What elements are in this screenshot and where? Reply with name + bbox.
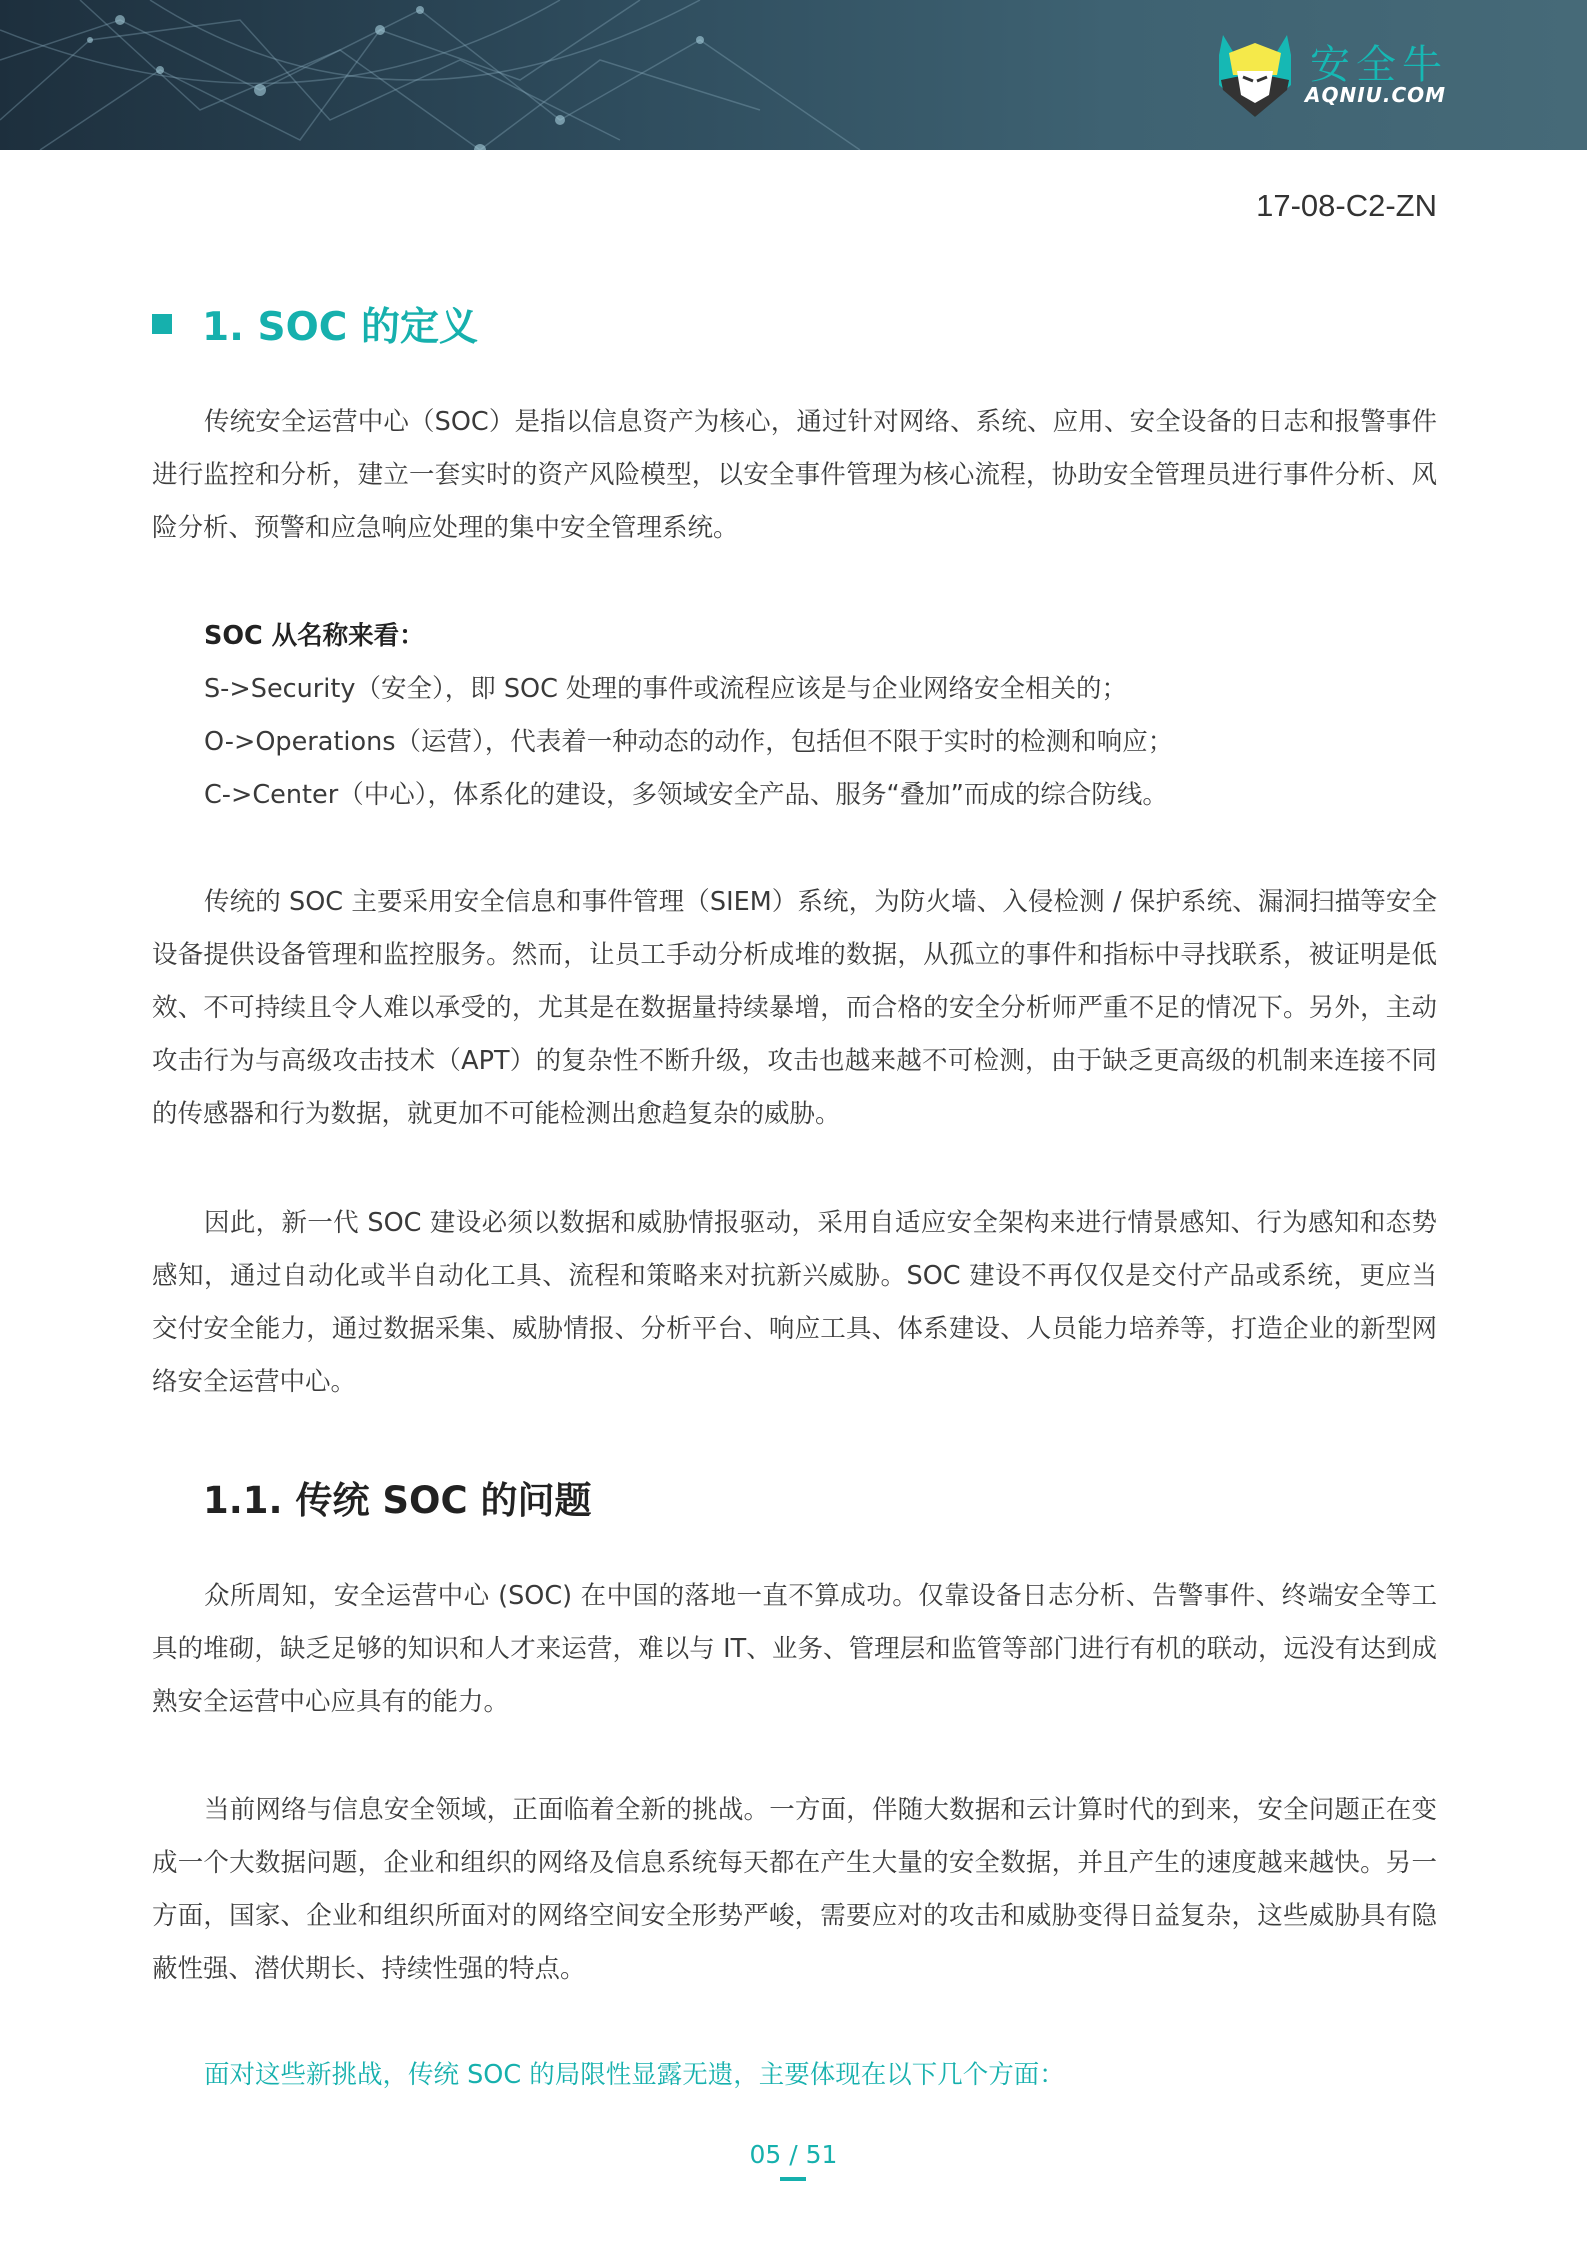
document-code: 17-08-C2-ZN [1256,188,1437,223]
paragraph: 传统的 SOC 主要采用安全信息和事件管理（SIEM）系统，为防火墙、入侵检测 / 保护系统、漏洞扫描等安全设备提供设备管理和监控服务。然而，让员工手动分析成堆的数据，从孤立的事件和指标中寻找联系，被证明是低效、不可持续且令人难以承受的，尤其是在数据量持续暴增，而合格的安全分析师严重不足的情况下。另外，主动攻击行为与高级攻击技术（APT）的复杂性不断升级，攻击也越来越不可检测，由于缺乏更高级的机制来连接不同的传感器和行为数据，就更加不可能检测出愈趋复杂的威胁。 [152,887,1437,1129]
paragraph: 传统安全运营中心（SOC）是指以信息资产为核心，通过针对网络、系统、应用、安全设备的日志和报警事件进行监控和分析，建立一套实时的资产风险模型，以安全事件管理为核心流程，协助安全管理员进行事件分析、风险分析、预警和应急响应处理的集中安全管理系统。 [152,407,1437,543]
paragraph: 因此，新一代 SOC 建设必须以数据和威胁情报驱动，采用自适应安全架构来进行情景感知、行为感知和态势感知，通过自动化或半自动化工具、流程和策略来对抗新兴威胁。SOC 建设不再仅仅是交付产品或系统，更应当交付安全能力，通过数据采集、威胁情报、分析平台、响应工具、体系建设、人员能力培养等，打造企业的新型网络安全运营中心。 [152,1208,1437,1397]
section-heading [152,296,478,352]
highlight-paragraph: 面对这些新挑战，传统 SOC 的局限性显露无遗，主要体现在以下几个方面： [204,2060,1065,2090]
subsection-title: 1.1. 传统 SOC 的问题 [203,1479,592,1522]
section-title: 1. SOC 的定义 [202,305,478,350]
aqniu-logo [1215,25,1455,125]
page-number: 05 / 51 [749,2140,838,2169]
list-item: C->Center（中心），体系化的建设，多领域安全产品、服务“叠加”而成的综合防线。 [204,780,1168,810]
name-heading: SOC 从名称来看： [204,621,425,651]
paragraph: 众所周知，安全运营中心 (SOC) 在中国的落地一直不算成功。仅靠设备日志分析、告警事件、终端安全等工具的堆砌，缺乏足够的知识和人才来运营，难以与 IT、业务、管理层和监管等部门进行有机的联动，远没有达到成熟安全运营中心应具有的能力。 [152,1581,1437,1717]
list-item: S->Security（安全），即 SOC 处理的事件或流程应该是与企业网络安全相关的； [204,674,1127,704]
logo-en-text: AQNIU.COM [1305,83,1447,107]
page-number-underline [780,2177,806,2181]
logo-cn-text: 安全牛 [1310,42,1448,88]
heading-square-icon [152,314,172,334]
paragraph: 当前网络与信息安全领域，正面临着全新的挑战。一方面，伴随大数据和云计算时代的到来，安全问题正在变成一个大数据问题，企业和组织的网络及信息系统每天都在产生大量的安全数据，并且产生的速度越来越快。另一方面，国家、企业和组织所面对的网络空间安全形势严峻，需要应对的攻击和威胁变得日益复杂，这些威胁具有隐蔽性强、潜伏期长、持续性强的特点。 [152,1795,1437,1984]
header-banner [0,0,1587,150]
list-item: O->Operations（运营），代表着一种动态的动作，包括但不限于实时的检测和响应； [204,727,1174,757]
viking-helmet-icon [1215,25,1295,120]
